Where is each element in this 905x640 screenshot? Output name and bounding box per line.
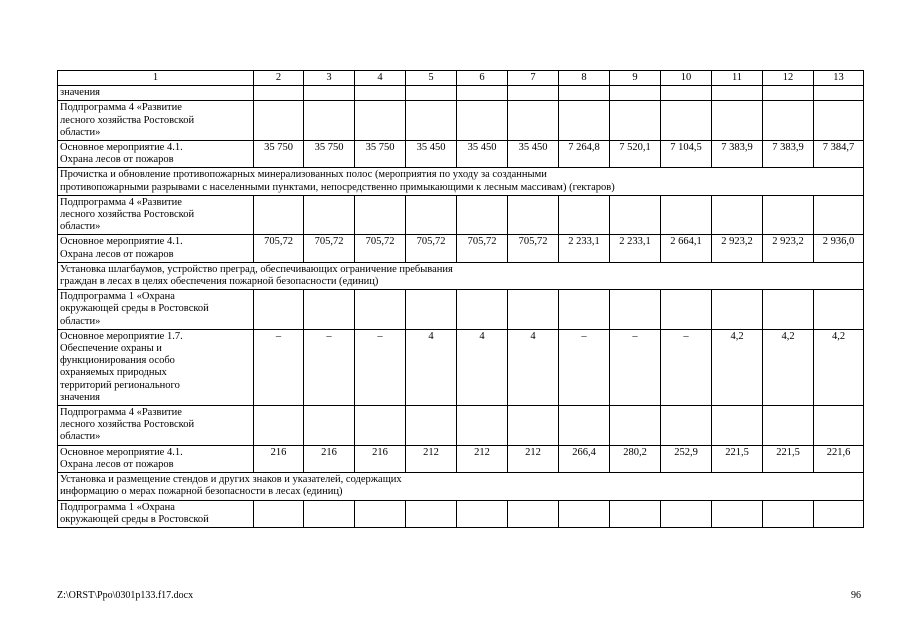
value-cell xyxy=(457,500,508,527)
value-cell: 35 750 xyxy=(355,141,406,168)
value-cell xyxy=(304,195,355,235)
header-cell: 4 xyxy=(355,71,406,86)
header-cell: 7 xyxy=(508,71,559,86)
value-cell xyxy=(304,101,355,141)
value-cell: 35 750 xyxy=(254,141,304,168)
subprogram-name: Подпрограмма 4 «Развитие лесного хозяйства Ростовской области» xyxy=(58,195,254,235)
value-cell: – xyxy=(559,329,610,405)
subprogram-row xyxy=(58,406,864,446)
section-title: Прочистка и обновление противопожарных минерализованных полос (мероприятия по уходу за созданными противопожарными разрывами с населенными пунктами, непосредственно примыкающими к лесным массивам) (гектаров) xyxy=(58,168,864,195)
table-row xyxy=(58,141,864,168)
value-cell xyxy=(508,290,559,330)
subprogram-name: Подпрограмма 4 «Развитие лесного хозяйства Ростовской области» xyxy=(58,101,254,141)
section-row xyxy=(58,473,864,500)
value-cell xyxy=(610,290,661,330)
value-cell xyxy=(661,86,712,101)
value-cell xyxy=(610,86,661,101)
value-cell: 35 450 xyxy=(406,141,457,168)
table-row xyxy=(58,445,864,472)
subprogram-name: Подпрограмма 1 «Охрана окружающей среды в Ростовской области» xyxy=(58,290,254,330)
value-cell xyxy=(355,500,406,527)
header-cell: 5 xyxy=(406,71,457,86)
value-cell: 7 104,5 xyxy=(661,141,712,168)
document-sheet xyxy=(57,70,863,528)
value-cell: – xyxy=(254,329,304,405)
file-path: Z:\ORST\Ppo\0301p133.f17.docx xyxy=(57,590,194,601)
value-cell xyxy=(508,406,559,446)
value-cell xyxy=(712,101,763,141)
value-cell xyxy=(559,406,610,446)
section-title: Установка и размещение стендов и других знаков и указателей, содержащих информацию о мерах пожарной безопасности в лесах (единиц) xyxy=(58,473,864,500)
value-cell: 4,2 xyxy=(814,329,864,405)
value-cell xyxy=(661,500,712,527)
value-cell xyxy=(254,406,304,446)
value-cell: 35 450 xyxy=(457,141,508,168)
table-body xyxy=(58,86,864,528)
value-cell xyxy=(406,86,457,101)
section-row xyxy=(58,168,864,195)
activity-name: Основное мероприятие 4.1. Охрана лесов от пожаров xyxy=(58,235,254,262)
value-cell xyxy=(254,86,304,101)
value-cell: 2 233,1 xyxy=(610,235,661,262)
value-cell xyxy=(814,406,864,446)
value-cell xyxy=(355,195,406,235)
header-cell: 12 xyxy=(763,71,814,86)
value-cell: 2 936,0 xyxy=(814,235,864,262)
value-cell: 266,4 xyxy=(559,445,610,472)
activity-name: Основное мероприятие 1.7. Обеспечение охраны и функционирования особо охраняемых природных территорий регионального значения xyxy=(58,329,254,405)
table-row xyxy=(58,235,864,262)
value-cell xyxy=(661,101,712,141)
header-cell: 1 xyxy=(58,71,254,86)
value-cell xyxy=(661,290,712,330)
value-cell: 705,72 xyxy=(508,235,559,262)
value-cell xyxy=(457,406,508,446)
value-cell xyxy=(457,290,508,330)
subprogram-name: значения xyxy=(58,86,254,101)
section-title: Установка шлагбаумов, устройство преград, обеспечивающих ограничение пребывания граждан в лесах в целях обеспечения пожарной безопасности (единиц) xyxy=(58,262,864,289)
value-cell xyxy=(508,195,559,235)
page-number: 96 xyxy=(851,590,861,601)
value-cell xyxy=(508,86,559,101)
value-cell: 7 383,9 xyxy=(763,141,814,168)
header-cell: 10 xyxy=(661,71,712,86)
value-cell xyxy=(763,86,814,101)
value-cell xyxy=(814,195,864,235)
value-cell: 705,72 xyxy=(254,235,304,262)
value-cell: 35 750 xyxy=(304,141,355,168)
value-cell xyxy=(457,195,508,235)
value-cell: 212 xyxy=(457,445,508,472)
value-cell: 7 384,7 xyxy=(814,141,864,168)
value-cell: 4,2 xyxy=(712,329,763,405)
activity-name: Основное мероприятие 4.1. Охрана лесов от пожаров xyxy=(58,445,254,472)
value-cell xyxy=(712,195,763,235)
value-cell xyxy=(610,406,661,446)
value-cell xyxy=(254,290,304,330)
section-row xyxy=(58,262,864,289)
value-cell: 216 xyxy=(355,445,406,472)
value-cell: 252,9 xyxy=(661,445,712,472)
value-cell xyxy=(610,101,661,141)
value-cell xyxy=(559,290,610,330)
value-cell: – xyxy=(610,329,661,405)
value-cell xyxy=(610,500,661,527)
value-cell xyxy=(712,406,763,446)
value-cell xyxy=(406,195,457,235)
value-cell xyxy=(763,290,814,330)
value-cell xyxy=(304,406,355,446)
value-cell xyxy=(814,500,864,527)
value-cell: 212 xyxy=(406,445,457,472)
value-cell: 705,72 xyxy=(304,235,355,262)
value-cell: 4 xyxy=(406,329,457,405)
subprogram-name: Подпрограмма 1 «Охрана окружающей среды в Ростовской xyxy=(58,500,254,527)
subprogram-row xyxy=(58,101,864,141)
value-cell: 2 233,1 xyxy=(559,235,610,262)
subprogram-row xyxy=(58,500,864,527)
value-cell: 7 520,1 xyxy=(610,141,661,168)
value-cell: 35 450 xyxy=(508,141,559,168)
value-cell xyxy=(304,290,355,330)
value-cell xyxy=(763,101,814,141)
value-cell xyxy=(814,86,864,101)
value-cell: 4,2 xyxy=(763,329,814,405)
value-cell: 221,5 xyxy=(763,445,814,472)
value-cell: 216 xyxy=(254,445,304,472)
value-cell xyxy=(814,101,864,141)
value-cell xyxy=(355,406,406,446)
value-cell xyxy=(712,500,763,527)
value-cell xyxy=(712,86,763,101)
subprogram-row xyxy=(58,290,864,330)
value-cell xyxy=(661,406,712,446)
header-cell: 13 xyxy=(814,71,864,86)
value-cell xyxy=(661,195,712,235)
value-cell xyxy=(304,86,355,101)
value-cell: 4 xyxy=(508,329,559,405)
header-cell: 6 xyxy=(457,71,508,86)
indicator-table xyxy=(57,70,864,528)
value-cell xyxy=(610,195,661,235)
value-cell xyxy=(508,101,559,141)
value-cell: 7 264,8 xyxy=(559,141,610,168)
value-cell xyxy=(559,500,610,527)
subprogram-name: Подпрограмма 4 «Развитие лесного хозяйства Ростовской области» xyxy=(58,406,254,446)
value-cell: – xyxy=(661,329,712,405)
value-cell: 221,6 xyxy=(814,445,864,472)
value-cell: 212 xyxy=(508,445,559,472)
value-cell: 4 xyxy=(457,329,508,405)
value-cell xyxy=(814,290,864,330)
value-cell xyxy=(559,195,610,235)
value-cell xyxy=(355,86,406,101)
header-cell: 3 xyxy=(304,71,355,86)
value-cell xyxy=(304,500,355,527)
value-cell xyxy=(355,290,406,330)
header-cell: 11 xyxy=(712,71,763,86)
header-cell: 2 xyxy=(254,71,304,86)
value-cell: – xyxy=(355,329,406,405)
value-cell xyxy=(254,500,304,527)
value-cell xyxy=(406,101,457,141)
value-cell xyxy=(559,101,610,141)
value-cell xyxy=(254,101,304,141)
value-cell xyxy=(406,290,457,330)
value-cell xyxy=(712,290,763,330)
value-cell xyxy=(406,406,457,446)
table-header-row xyxy=(58,71,864,86)
value-cell xyxy=(763,195,814,235)
activity-name: Основное мероприятие 4.1. Охрана лесов от пожаров xyxy=(58,141,254,168)
value-cell xyxy=(763,500,814,527)
value-cell xyxy=(457,86,508,101)
value-cell: 216 xyxy=(304,445,355,472)
table-row xyxy=(58,329,864,405)
value-cell xyxy=(763,406,814,446)
value-cell xyxy=(508,500,559,527)
value-cell xyxy=(355,101,406,141)
value-cell: 280,2 xyxy=(610,445,661,472)
value-cell xyxy=(254,195,304,235)
value-cell xyxy=(457,101,508,141)
value-cell xyxy=(559,86,610,101)
value-cell: 705,72 xyxy=(457,235,508,262)
value-cell: 221,5 xyxy=(712,445,763,472)
subprogram-row xyxy=(58,195,864,235)
value-cell: – xyxy=(304,329,355,405)
value-cell: 705,72 xyxy=(355,235,406,262)
value-cell: 2 923,2 xyxy=(712,235,763,262)
header-cell: 9 xyxy=(610,71,661,86)
value-cell: 705,72 xyxy=(406,235,457,262)
value-cell xyxy=(406,500,457,527)
subprogram-row xyxy=(58,86,864,101)
value-cell: 2 923,2 xyxy=(763,235,814,262)
header-cell: 8 xyxy=(559,71,610,86)
value-cell: 2 664,1 xyxy=(661,235,712,262)
value-cell: 7 383,9 xyxy=(712,141,763,168)
